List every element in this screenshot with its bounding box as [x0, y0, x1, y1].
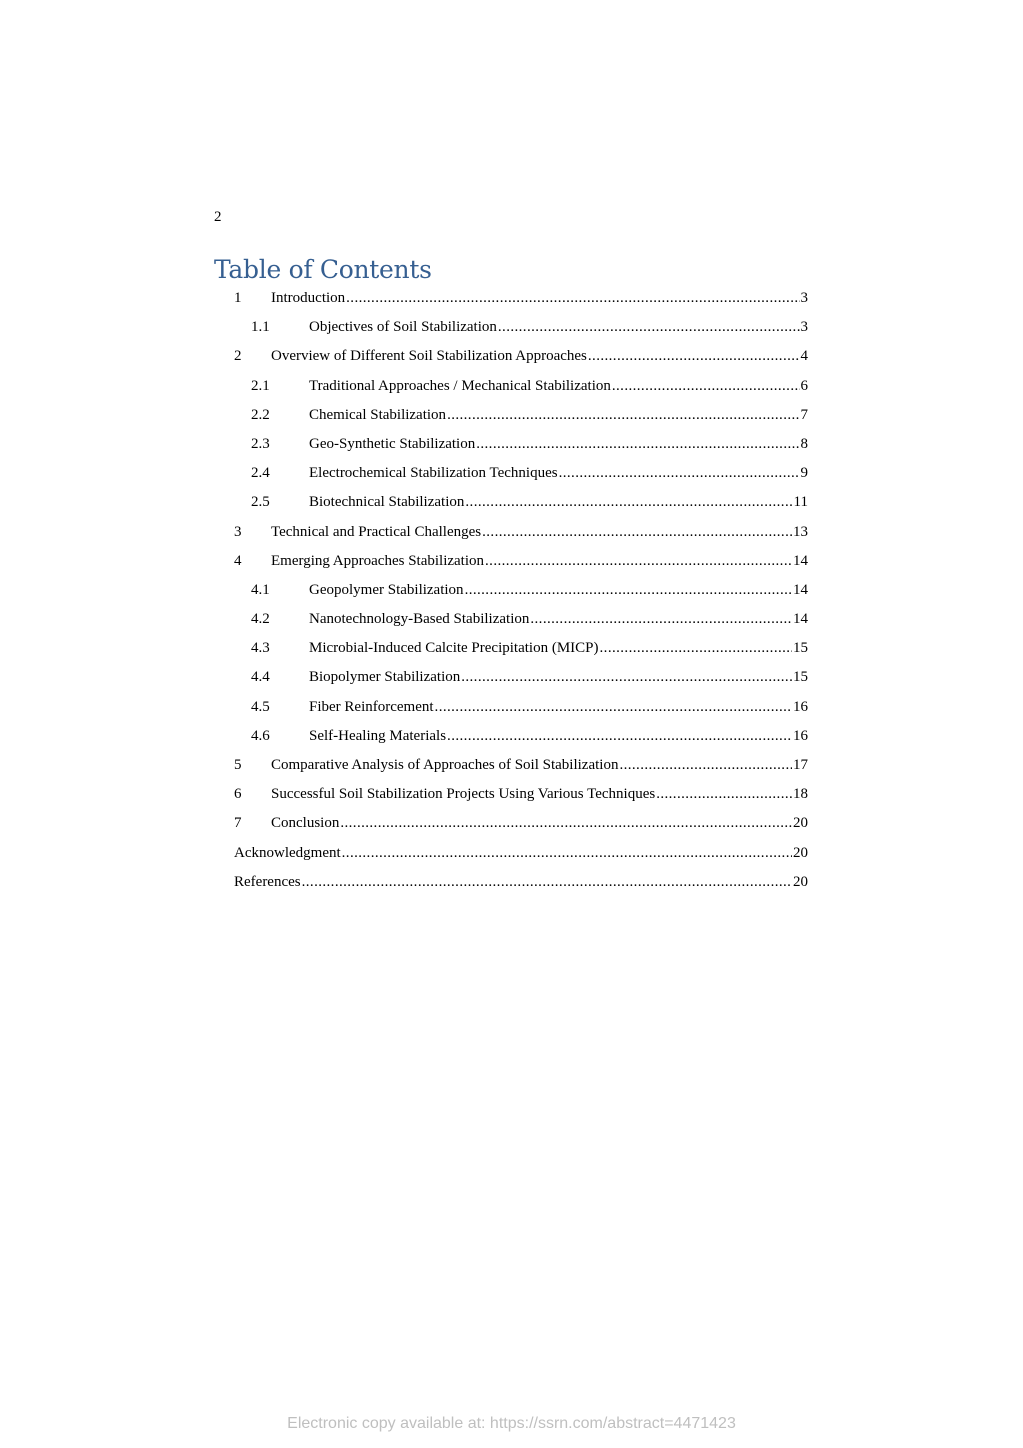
toc-entry-line[interactable] [234, 868, 808, 897]
toc-entry[interactable] [0, 722, 1023, 751]
toc-entry-number: 5 [234, 757, 242, 773]
toc-entry-page[interactable]: 9 [800, 465, 808, 482]
toc-entry-page[interactable]: 8 [800, 435, 808, 452]
toc-entry-page[interactable]: 7 [800, 406, 808, 423]
toc-entry[interactable] [0, 518, 1023, 547]
toc-entry-page[interactable]: 17 [793, 757, 808, 773]
toc-entry[interactable] [0, 780, 1023, 809]
toc-entry-title[interactable]: Fiber Reinforcement [309, 698, 434, 715]
dot-leader [465, 488, 792, 517]
toc-entry-number: 2.3 [251, 435, 270, 452]
toc-entry-page[interactable]: 11 [793, 494, 808, 511]
toc-entry-number: 2 [234, 348, 242, 365]
toc-entry-title[interactable]: Comparative Analysis of Approaches of Soil Stabilization [271, 757, 619, 773]
toc-entry-number: 4.5 [251, 698, 270, 715]
dot-leader [447, 722, 792, 751]
toc-entry-number: 4 [234, 552, 242, 569]
toc-entry-number: 4.3 [251, 640, 270, 657]
toc-entry-page[interactable]: 14 [793, 581, 808, 598]
dot-leader [465, 576, 792, 605]
toc-entry-number: 2.5 [251, 494, 270, 511]
toc-entry-page[interactable]: 3 [800, 290, 808, 306]
toc-entry-page[interactable]: 15 [793, 669, 808, 686]
toc-entry-line[interactable] [251, 663, 808, 692]
toc-entry[interactable] [0, 488, 1023, 517]
toc-entry-line[interactable] [251, 605, 808, 634]
toc-entry-title[interactable]: Successful Soil Stabilization Projects Using Various Techniques [271, 786, 656, 803]
toc-entry[interactable] [0, 401, 1023, 430]
toc-entry-number: 7 [234, 815, 242, 832]
dot-leader [485, 547, 792, 576]
toc-entry-title[interactable]: Electrochemical Stabilization Techniques [309, 465, 558, 482]
dot-leader [342, 839, 792, 868]
dot-leader [346, 284, 799, 313]
toc-entry-number: 4.1 [251, 581, 270, 598]
toc-entry[interactable] [0, 342, 1023, 371]
dot-leader [435, 693, 792, 722]
toc-entry-number: 2.4 [251, 465, 270, 482]
toc-entry-number: 6 [234, 786, 242, 803]
dot-leader [656, 780, 792, 809]
dot-leader [482, 518, 792, 547]
toc-entry-page[interactable]: 16 [793, 727, 808, 744]
toc-entry-number: 4.2 [251, 611, 270, 628]
toc-entry-title[interactable]: Conclusion [271, 815, 340, 832]
toc-entry-line[interactable] [251, 488, 808, 517]
toc-entry-title[interactable]: Geo-Synthetic Stabilization [309, 435, 476, 452]
toc-entry-title[interactable]: Chemical Stabilization [309, 406, 447, 423]
toc-entry-title[interactable]: Nanotechnology-Based Stabilization [309, 611, 530, 628]
toc-entry-line[interactable] [234, 547, 808, 576]
toc-entry[interactable] [0, 547, 1023, 576]
toc-entry-page[interactable]: 16 [793, 698, 808, 715]
toc-entry[interactable] [0, 809, 1023, 838]
dot-leader [619, 751, 792, 780]
toc-entry-page[interactable]: 20 [793, 873, 808, 890]
dot-leader [340, 809, 792, 838]
toc-entry[interactable] [0, 868, 1023, 897]
toc-entry-line[interactable] [251, 313, 808, 342]
dot-leader [588, 342, 800, 371]
toc-entry-title[interactable]: Overview of Different Soil Stabilization Approaches [271, 348, 587, 365]
dot-leader [559, 459, 800, 488]
toc-entry-line[interactable] [251, 634, 808, 663]
toc-entry[interactable] [0, 313, 1023, 342]
toc-entry[interactable] [0, 839, 1023, 868]
toc-entry-title[interactable]: References [234, 873, 301, 890]
toc-entry-line[interactable] [251, 430, 808, 459]
toc-entry[interactable] [0, 605, 1023, 634]
toc-entry-title[interactable]: Technical and Practical Challenges [271, 523, 482, 540]
toc-entry-title[interactable]: Emerging Approaches Stabilization [271, 552, 485, 569]
toc-entry-page[interactable]: 14 [793, 611, 808, 628]
toc-entry-number: 1.1 [251, 319, 270, 336]
toc-entry-line[interactable] [251, 372, 808, 401]
toc-entry[interactable] [0, 459, 1023, 488]
toc-entry-page[interactable]: 20 [793, 844, 808, 861]
toc-entry-page[interactable]: 20 [793, 815, 808, 832]
toc-entry-page[interactable]: 15 [793, 640, 808, 657]
toc-entry-line[interactable] [234, 809, 808, 838]
toc-entry-line[interactable] [251, 459, 808, 488]
toc-entry-number: 2.1 [251, 377, 270, 394]
toc-entry-page[interactable]: 13 [793, 523, 808, 540]
toc-entry-title[interactable]: Traditional Approaches / Mechanical Stabilization [309, 377, 611, 394]
dot-leader [461, 663, 792, 692]
toc-entry-title[interactable]: Acknowledgment [234, 844, 341, 861]
toc-entry-line[interactable] [251, 693, 808, 722]
toc-entry-line[interactable] [234, 518, 808, 547]
toc-entry-title[interactable]: Biotechnical Stabilization [309, 494, 465, 511]
dot-leader [476, 430, 799, 459]
toc-entry-line[interactable] [251, 722, 808, 751]
page-title: Table of Contents [214, 255, 432, 284]
toc-entry-page[interactable]: 18 [793, 786, 808, 803]
toc-entry-page[interactable]: 3 [800, 319, 808, 336]
toc-entry-line[interactable] [234, 780, 808, 809]
toc-entry-title[interactable]: Objectives of Soil Stabilization [309, 319, 497, 336]
toc-entry-line[interactable] [234, 342, 808, 371]
dot-leader [498, 313, 800, 342]
toc-entry[interactable] [0, 372, 1023, 401]
dot-leader [530, 605, 792, 634]
toc-entry-line[interactable] [234, 284, 808, 313]
toc-entry[interactable] [0, 430, 1023, 459]
toc-entry-line[interactable] [251, 401, 808, 430]
toc-entry-line[interactable] [251, 576, 808, 605]
toc-entry[interactable] [0, 634, 1023, 663]
dot-leader [612, 372, 800, 401]
toc-entry-line[interactable] [234, 839, 808, 868]
toc-entry-number: 4.4 [251, 669, 270, 686]
toc-entry-page[interactable]: 6 [800, 377, 808, 394]
page-number: 2 [214, 209, 222, 225]
footer-note: Electronic copy available at: https://ssrn.com/abstract=4471423 [287, 1415, 736, 1432]
toc-entry-title[interactable]: Microbial-Induced Calcite Precipitation (MICP) [309, 640, 599, 657]
toc-entry-number: 2.2 [251, 406, 270, 423]
toc-entry[interactable] [0, 751, 1023, 780]
toc-entry-number: 4.6 [251, 727, 270, 744]
toc-entry-page[interactable]: 14 [793, 552, 808, 569]
toc-entry[interactable] [0, 663, 1023, 692]
toc-entry-title[interactable]: Biopolymer Stabilization [309, 669, 461, 686]
toc-entry[interactable] [0, 693, 1023, 722]
toc-entry-title[interactable]: Self-Healing Materials [309, 727, 447, 744]
toc-entry-title[interactable]: Introduction [271, 290, 346, 306]
toc-entry[interactable] [0, 284, 1023, 313]
dot-leader [302, 868, 792, 897]
toc-entry-number: 1 [234, 290, 242, 306]
toc-entry-number: 3 [234, 523, 242, 540]
dot-leader [600, 634, 792, 663]
table-of-contents [0, 284, 1023, 897]
toc-entry-line[interactable] [234, 751, 808, 780]
toc-entry-title[interactable]: Geopolymer Stabilization [309, 581, 464, 598]
toc-entry[interactable] [0, 576, 1023, 605]
dot-leader [447, 401, 799, 430]
toc-entry-page[interactable]: 4 [800, 348, 808, 365]
